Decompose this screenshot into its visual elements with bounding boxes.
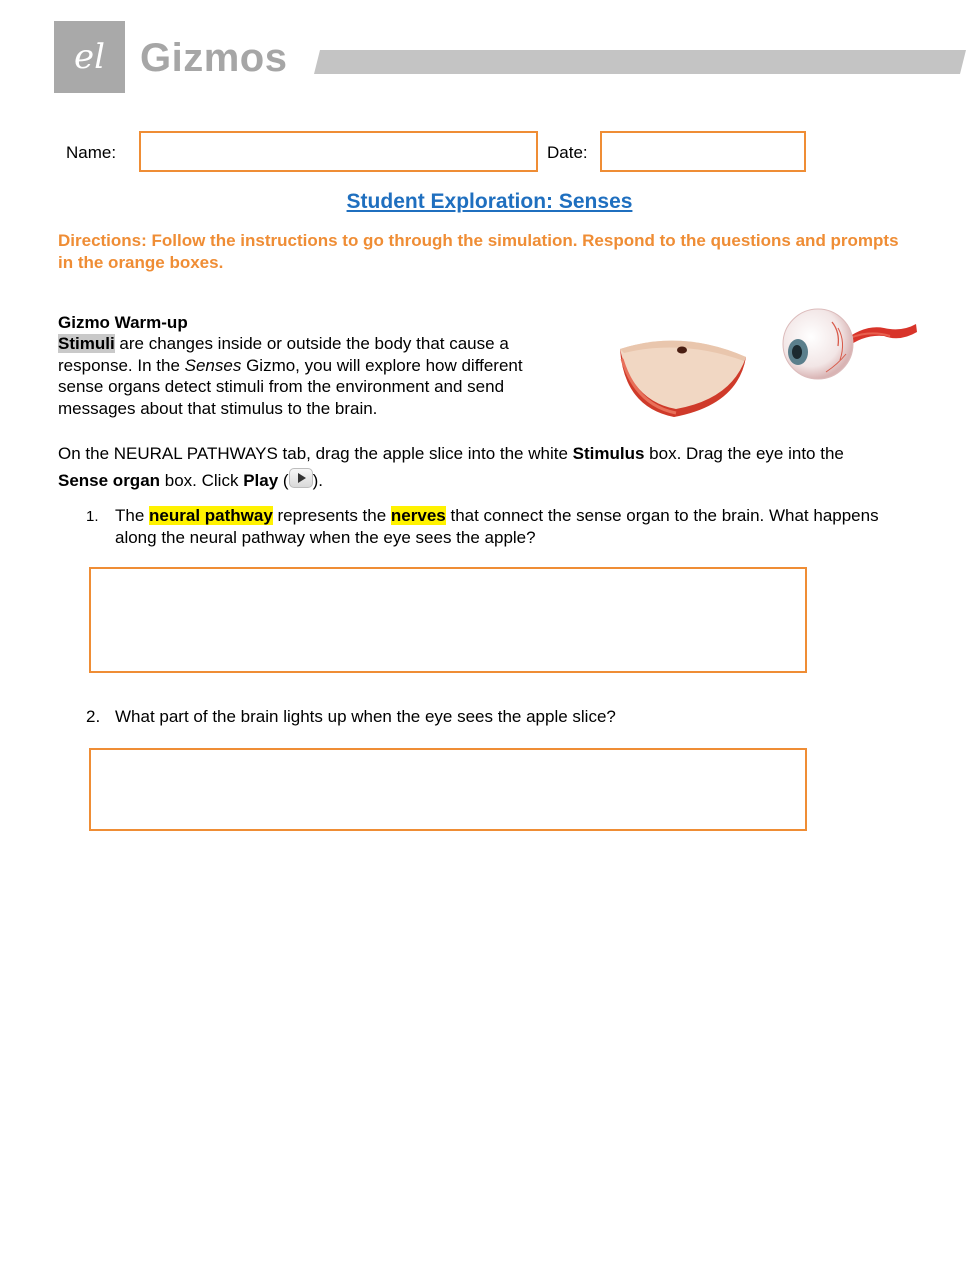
instruction-paragraph: On the NEURAL PATHWAYS tab, drag the apple slice into the white Stimulus box. Drag the eye into the Sense organ box. Click Play ( ). bbox=[58, 444, 844, 490]
eyeball-image bbox=[780, 302, 918, 384]
question-2-answer-box[interactable] bbox=[89, 748, 807, 831]
header-bar bbox=[314, 50, 966, 74]
name-label: Name: bbox=[66, 143, 117, 162]
question-1-answer-box[interactable] bbox=[89, 567, 807, 673]
warmup-heading: Gizmo Warm-up bbox=[58, 313, 188, 332]
logo-mark: el bbox=[74, 37, 105, 77]
date-field[interactable] bbox=[600, 131, 806, 172]
stimuli-term: Stimuli bbox=[58, 334, 115, 353]
apple-slice-image bbox=[612, 335, 752, 420]
brand-name: Gizmos bbox=[140, 36, 288, 80]
warmup-paragraph: Stimuli are changes inside or outside the body that cause a response. In the Senses Gizmo, you will explore how different sense organs detect stimuli from the environment and send messages about that stimulus to the brain. bbox=[58, 334, 523, 418]
name-field[interactable] bbox=[139, 131, 538, 172]
question-1-text: The neural pathway represents the nerves that connect the sense organ to the brain. What happens along the neural pathway when the eye sees the apple? bbox=[115, 506, 879, 547]
question-2-text: What part of the brain lights up when the eye sees the apple slice? bbox=[115, 707, 616, 726]
gizmos-logo bbox=[54, 21, 125, 93]
nerves-term: nerves bbox=[390, 506, 446, 525]
question-2-number: 2. bbox=[86, 707, 101, 726]
neural-pathway-term: neural pathway bbox=[149, 506, 273, 525]
question-1-number: 1. bbox=[86, 508, 99, 525]
directions-text: Directions: Follow the instructions to go through the simulation. Respond to the questions and prompts in the orange boxes. bbox=[58, 231, 899, 272]
play-icon bbox=[289, 468, 313, 488]
date-label: Date: bbox=[547, 143, 588, 162]
page-title: Student Exploration: Senses bbox=[346, 190, 633, 213]
